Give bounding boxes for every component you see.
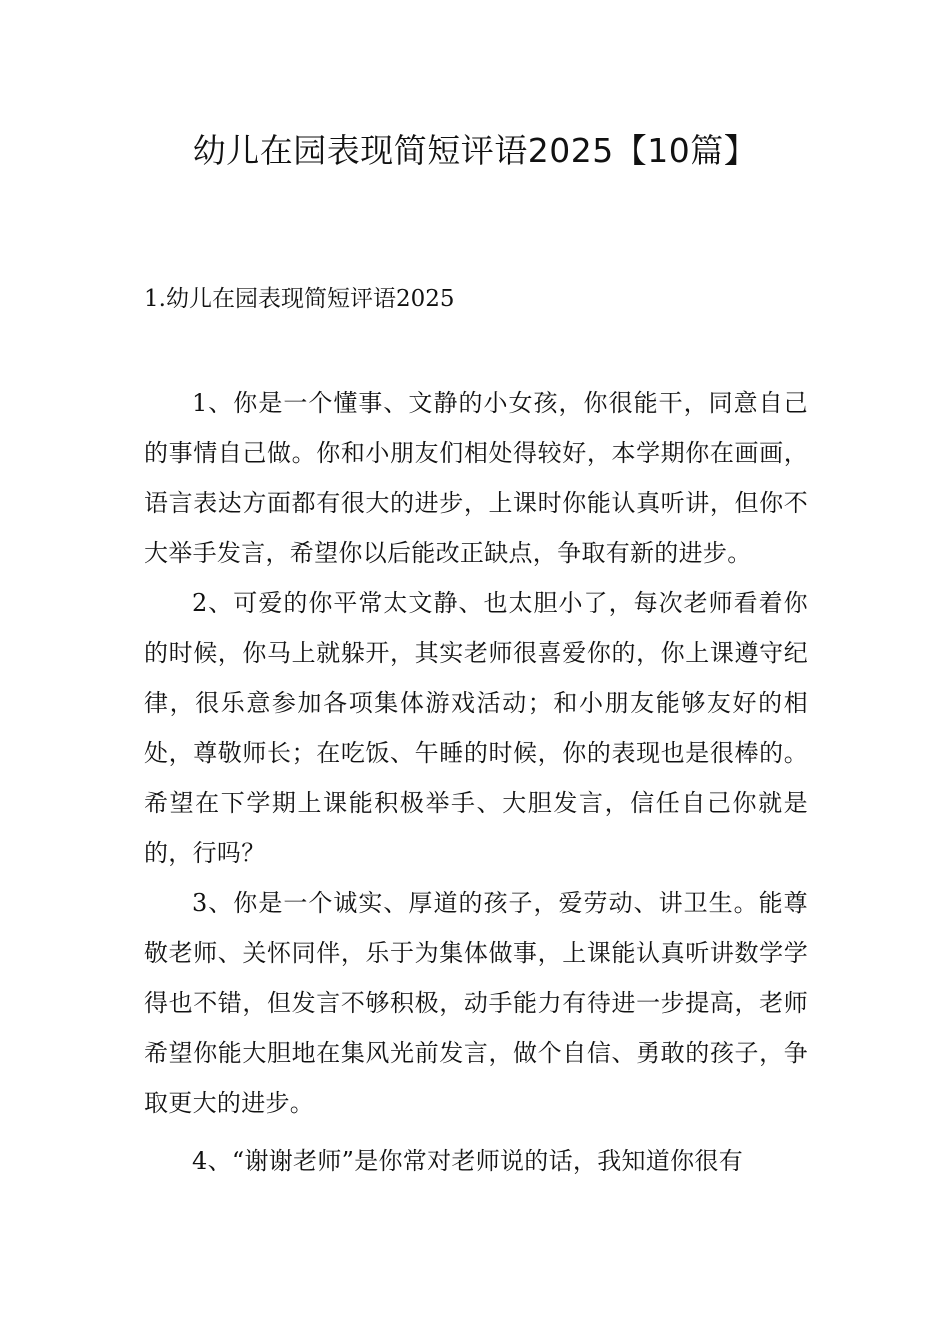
document-body <box>144 378 808 1186</box>
document-title: 幼儿在园表现简短评语2025【10篇】 <box>192 131 758 170</box>
section-heading: 1.幼儿在园表现简短评语2025 <box>144 286 455 312</box>
comment-paragraph-3: 3、你是一个诚实、厚道的孩子，爱劳动、讲卫生。能尊敬老师、关怀同伴，乐于为集体做事，上课能认真听讲数学学得也不错，但发言不够积极，动手能力有待进一步提高，老师希望你能大胆地在集风光前发言，做个自信、勇敢的孩子，争取更大的进步。 <box>144 889 808 1117</box>
comment-paragraph-4: 4、“谢谢老师”是你常对老师说的话，我知道你很有 <box>192 1147 744 1175</box>
comment-paragraph-2: 2、可爱的你平常太文静、也太胆小了，每次老师看着你的时候，你马上就躲开，其实老师很喜爱你的，你上课遵守纪律，很乐意参加各项集体游戏活动；和小朋友能够友好的相处，尊敬师长；在吃饭、午睡的时候，你的表现也是很棒的。希望在下学期上课能积极举手、大胆发言，信任自己你就是的，行吗？ <box>144 589 808 867</box>
comment-paragraph-1: 1、你是一个懂事、文静的小女孩，你很能干，同意自己的事情自己做。你和小朋友们相处得较好，本学期你在画画，语言表达方面都有很大的进步，上课时你能认真听讲，但你不大举手发言，希望你以后能改正缺点，争取有新的进步。 <box>144 389 808 567</box>
